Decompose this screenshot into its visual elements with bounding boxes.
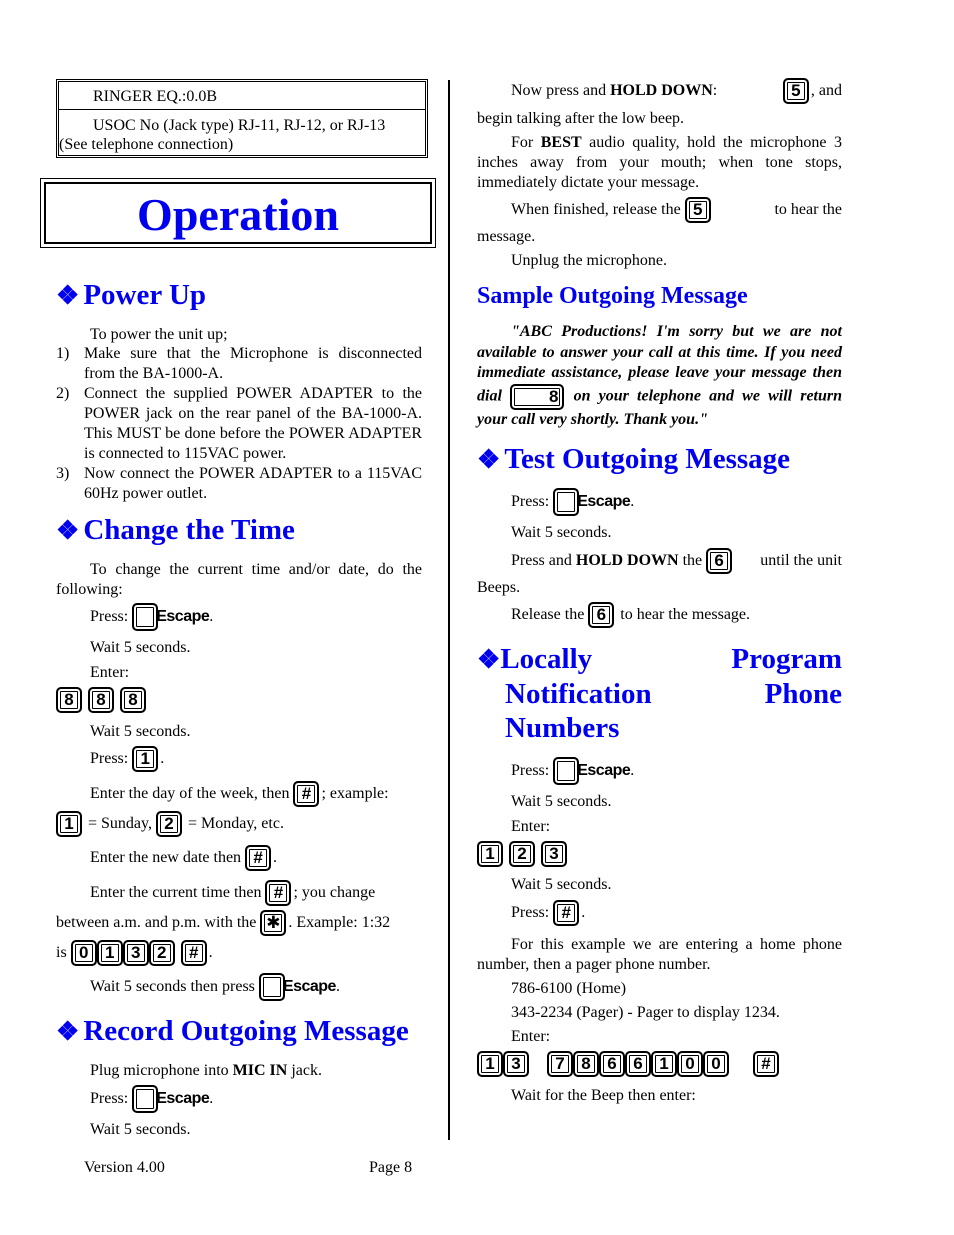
key-6-icon: 6	[706, 548, 732, 574]
key-2-icon: 2	[156, 811, 182, 837]
footer-page: Page 8	[369, 1159, 413, 1176]
change-time-day-example: 1 = Sunday, 2 = Monday, etc.	[56, 809, 422, 839]
key-5-icon: 5	[783, 78, 809, 104]
change-time-date-text: Enter the new date then # .	[56, 843, 422, 873]
column-divider	[448, 80, 450, 1140]
ringer-eq-text: RINGER EQ.:0.0B	[93, 88, 217, 105]
unplug-text: Unplug the microphone.	[511, 252, 667, 269]
record-heading	[56, 1014, 422, 1049]
change-time-time-text: Enter the current time then # ; you change	[56, 878, 422, 908]
message-text: message.	[477, 228, 536, 245]
power-up-intro: To power the unit up;	[90, 326, 228, 343]
change-time-enter: Enter:	[90, 664, 130, 681]
key-3-icon: 3	[123, 940, 149, 966]
usoc-line-1: USOC No (Jack type) RJ-11, RJ-12, or RJ-13	[93, 117, 386, 134]
key-0-icon: 0	[703, 1051, 729, 1077]
key-hash-icon: #	[245, 845, 271, 871]
diamond-bullet-icon: ❖	[477, 445, 501, 474]
escape-key-icon: Escape	[553, 487, 630, 517]
key-hash-icon: #	[753, 1051, 779, 1077]
key-8-icon: 8	[56, 687, 82, 713]
program-enter: Enter:	[511, 818, 551, 835]
key-3-icon: 3	[541, 841, 567, 867]
diamond-bullet-icon: ❖	[56, 281, 80, 310]
test-heading	[477, 442, 842, 477]
change-time-press-1: Press: 1 .	[56, 744, 422, 774]
program-home-number: 786-6100 (Home)	[511, 980, 627, 997]
footer-version: Version 4.00	[84, 1159, 165, 1176]
sample-quote: "ABC Productions! I'm sorry but we are not available to answer your call at this time. If you need immediate assistance, please leave your message then dial 8 on your telephone and we will return your call very shortly. Thank you."	[477, 323, 843, 428]
key-5-icon: 5	[685, 197, 711, 223]
key-8-icon: 8	[120, 687, 146, 713]
sample-heading: Sample Outgoing Message	[477, 283, 748, 309]
key-1-icon: 1	[651, 1051, 677, 1077]
change-time-ampm-text: between a.m. and p.m. with the ✱ . Example: 1:32	[56, 908, 422, 938]
program-enter-2: Enter:	[511, 1028, 551, 1045]
program-example-text: For this example we are entering a home phone number, then a pager phone number.	[477, 936, 842, 973]
program-wait: Wait 5 seconds.	[511, 793, 612, 810]
best-quality-text: For BEST audio quality, hold the microphone 3 inches away from your mouth; when tone stops, immediately dictate your message.	[477, 134, 843, 191]
test-beeps: Beeps.	[477, 579, 521, 596]
diamond-bullet-icon: ❖	[477, 645, 501, 674]
change-time-wait-2: Wait 5 seconds.	[90, 723, 191, 740]
key-0-icon: 0	[71, 940, 97, 966]
power-up-heading	[56, 278, 422, 313]
operation-title-box	[40, 178, 436, 248]
change-time-example-keys: is 0 1 3 2 # .	[56, 938, 422, 968]
escape-key-icon: Escape	[553, 756, 630, 786]
test-press-escape: Press: Escape.	[477, 487, 842, 517]
key-0-icon: 0	[677, 1051, 703, 1077]
test-release-6: Release the 6 to hear the message.	[477, 600, 842, 630]
program-press-hash: Press: # .	[477, 898, 842, 928]
key-8-icon: 8	[510, 384, 563, 410]
key-hash-icon: #	[553, 900, 579, 926]
escape-key-icon: Escape	[132, 1084, 209, 1114]
key-2-icon: 2	[149, 940, 175, 966]
key-hash-icon: #	[181, 940, 207, 966]
ringer-eq-cell	[59, 82, 425, 110]
power-up-step: 2) Connect the supplied POWER ADAPTER to the POWER jack on the rear panel of the BA-1000-A. This MUST be done before the POWER ADAPTER is connected to 115VAC power.	[56, 385, 422, 462]
key-2-icon: 2	[509, 841, 535, 867]
key-8-icon: 8	[88, 687, 114, 713]
key-1-icon: 1	[477, 841, 503, 867]
change-time-press-escape: Press: Escape.	[56, 602, 422, 632]
key-6-icon: 6	[599, 1051, 625, 1077]
key-1-icon: 1	[97, 940, 123, 966]
test-hold-6: Press and HOLD DOWN the 6 until the unit	[477, 546, 842, 576]
hold-down-5-text: Now press and HOLD DOWN: 5 , and	[477, 76, 842, 106]
program-wait-2: Wait 5 seconds.	[511, 876, 612, 893]
test-wait: Wait 5 seconds.	[511, 524, 612, 541]
escape-key-icon: Escape	[259, 972, 336, 1002]
program-enter-keys	[477, 841, 842, 867]
key-6-icon: 6	[588, 602, 614, 628]
record-wait: Wait 5 seconds.	[90, 1121, 191, 1138]
change-time-wait: Wait 5 seconds.	[90, 639, 191, 656]
diamond-bullet-icon: ❖	[56, 516, 80, 545]
key-1-icon: 1	[477, 1051, 503, 1077]
release-5-text: When finished, release the 5 to hear the	[477, 195, 842, 225]
record-press-escape: Press: Escape.	[56, 1084, 422, 1114]
power-up-steps	[56, 344, 422, 504]
usoc-line-2: (See telephone connection)	[59, 136, 234, 153]
change-time-final: Wait 5 seconds then press Escape.	[56, 972, 422, 1002]
key-6-icon: 6	[625, 1051, 651, 1077]
page-title: Operation	[137, 189, 339, 240]
program-pager-number: 343-2234 (Pager) - Pager to display 1234.	[511, 1004, 780, 1021]
ringer-table	[56, 79, 428, 158]
program-heading: ❖Locally Program Notification Phone Numbers	[477, 643, 842, 744]
star-key-icon: ✱	[260, 910, 286, 936]
key-hash-icon: #	[293, 781, 319, 807]
change-time-heading-text: Change the Time	[83, 514, 295, 546]
change-time-day-text: Enter the day of the week, then # ; example:	[56, 779, 422, 809]
power-up-step: 3) Now connect the POWER ADAPTER to a 115VAC 60Hz power outlet.	[56, 465, 422, 502]
key-7-icon: 7	[547, 1051, 573, 1077]
record-heading-text: Record Outgoing Message	[83, 1015, 409, 1047]
program-press-escape: Press: Escape.	[477, 756, 842, 786]
key-3-icon: 3	[503, 1051, 529, 1077]
record-plug-text: Plug microphone into MIC IN jack.	[90, 1062, 322, 1079]
key-hash-icon: #	[265, 880, 291, 906]
change-time-intro: To change the current time and/or date, do the following:	[56, 561, 422, 598]
key-8-icon: 8	[573, 1051, 599, 1077]
diamond-bullet-icon: ❖	[56, 1017, 80, 1046]
key-1-icon: 1	[56, 811, 82, 837]
escape-key-icon: Escape	[132, 602, 209, 632]
power-up-heading-text: Power Up	[83, 279, 207, 311]
key-1-icon: 1	[132, 746, 158, 772]
change-time-enter-keys	[56, 687, 422, 713]
low-beep-text: begin talking after the low beep.	[477, 110, 685, 127]
program-enter-sequence	[477, 1051, 842, 1077]
test-heading-text: Test Outgoing Message	[504, 443, 791, 475]
usoc-cell	[59, 110, 425, 154]
program-beep-text: Wait for the Beep then enter:	[511, 1087, 696, 1104]
change-time-heading	[56, 513, 422, 548]
power-up-step: 1) Make sure that the Microphone is disconnected from the BA-1000-A.	[56, 345, 422, 382]
